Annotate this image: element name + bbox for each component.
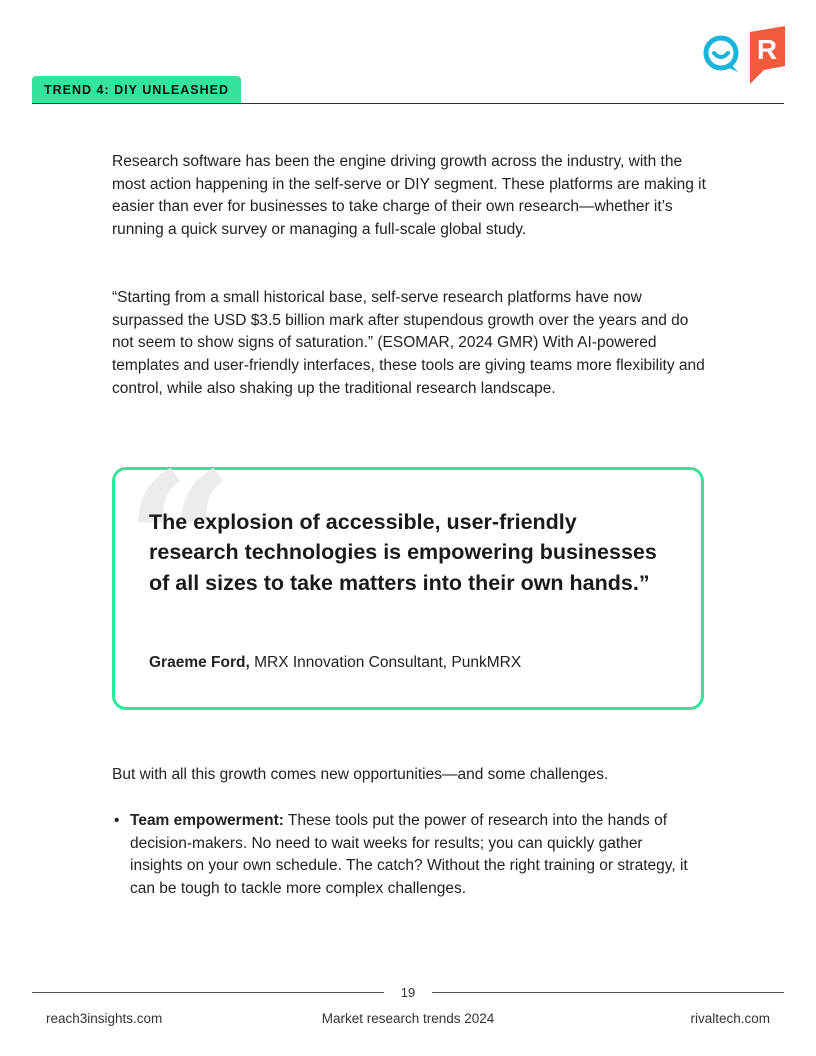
- bullet-dot-icon: •: [114, 812, 120, 829]
- footer-title: Market research trends 2024: [321, 1011, 495, 1026]
- bullet-heading: Team empowerment:: [130, 812, 284, 829]
- footer-rival-link[interactable]: rivaltech.com: [690, 1011, 770, 1026]
- quote-attribution: [149, 654, 521, 672]
- pull-quote-text: The explosion of accessible, user-friendly research technologies is empowering businesses of all sizes to take matters into their own hands.”: [149, 510, 657, 595]
- quote-author-title: MRX Innovation Consultant, PunkMRX: [254, 654, 522, 671]
- challenges-paragraph: But with all this growth comes new opportunities—and some challenges.: [112, 766, 609, 783]
- bullet-list: [112, 810, 692, 901]
- footer-reach3-link[interactable]: reach3insights.com: [46, 1011, 163, 1026]
- pull-quote-box: [112, 431, 704, 710]
- footer-divider-right: [432, 992, 784, 993]
- esomar-paragraph: “Starting from a small historical base, self-serve research platforms have now surpassed the USD $3.5 billion mark after stupendous growth over the years and do not seem to show signs of saturation.” (ESOMAR, 2024 GMR) With AI-powered templates and user-friendly interfaces, these tools are giving teams more flexibility and control, while also shaking up the traditional research landscape.: [112, 289, 705, 397]
- page-number: 19: [400, 985, 416, 1000]
- list-item: [112, 810, 692, 901]
- rival-r-flag-icon: [750, 26, 785, 84]
- intro-paragraph: Research software has been the engine driving growth across the industry, with the most action happening in the self-serve or DIY segment. These platforms are making it easier than ever for businesses to take charge of their own research—whether it’s running a quick survey or managing a full-scale global study.: [112, 153, 706, 239]
- reach3-chat-q-icon: [702, 34, 742, 74]
- header-divider: [32, 103, 784, 104]
- quote-author-name: Graeme Ford,: [149, 654, 250, 671]
- rival-logo-letter: R: [756, 34, 778, 65]
- bullet-text: These tools put the power of research into the hands of decision-makers. No need to wait weeks for results; you can quickly gather insights on your own schedule. The catch? Without the right training or strategy, it can be tough to tackle more complex challenges.: [130, 812, 688, 898]
- trend-label: TREND 4: DIY UNLEASHED: [32, 76, 241, 103]
- quote-mark-icon: “: [125, 431, 235, 654]
- footer-divider-left: [32, 992, 384, 993]
